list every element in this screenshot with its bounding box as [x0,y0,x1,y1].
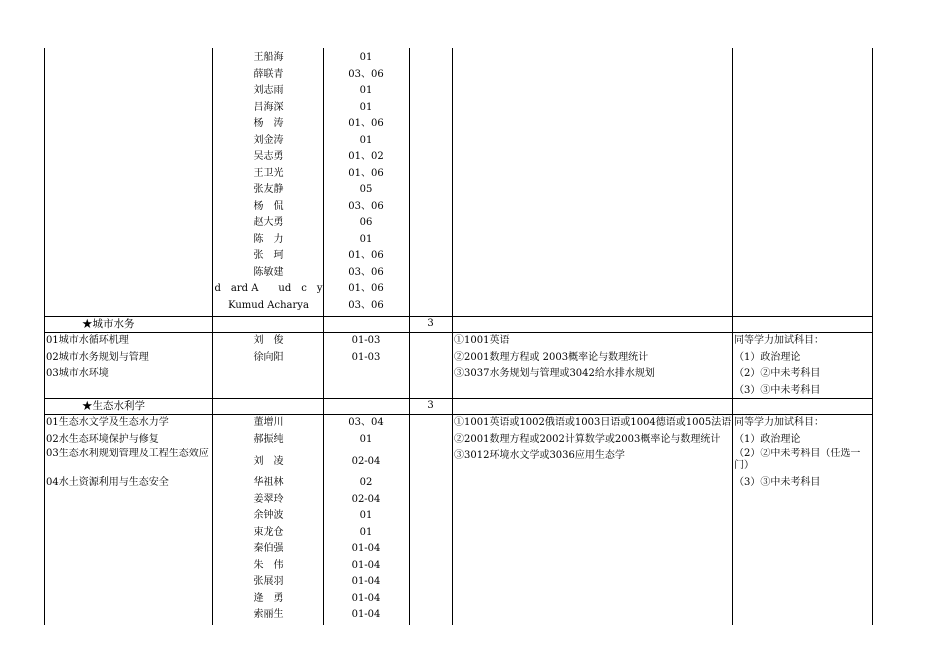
faculty-name: 余钟波 [253,510,284,521]
faculty-name: 姜翠玲 [253,493,284,505]
table-row [44,232,873,249]
supplementary-exam-note: （1）政治理论 [734,351,801,363]
direction-codes: 01-03 [351,335,381,346]
enrollment-count: 3 [427,400,434,411]
faculty-name: 郝振纯 [253,433,284,445]
supplementary-exam-note: （3）③中未考科目 [734,477,821,488]
direction-codes: 01、06 [348,118,384,129]
direction-codes: 03、06 [348,299,384,311]
direction-codes: 01 [359,233,373,245]
section-title: ★城市水务 [82,318,135,330]
research-direction: 03城市水环境 [46,368,109,379]
exam-subjects [454,574,732,591]
faculty-name: 华祖林 [253,477,284,488]
supplementary-exam-note: （2）②中未考科目（任选一门） [734,448,861,471]
direction-codes: 01-04 [351,559,381,571]
table-row [44,215,873,232]
research-direction: 02水生态环境保护与修复 [46,433,159,445]
exam-subjects: ③3037水务规划与管理或3042给水排水规划 [454,368,655,379]
table-row [44,591,873,608]
supplementary-exam-note [734,541,871,558]
supplementary-exam-note: （1）政治理论 [734,433,801,445]
direction-codes: 01 [359,526,373,538]
faculty-name: 刘志雨 [253,85,284,96]
faculty-name: 吴志勇 [253,151,284,162]
direction-codes [323,366,409,383]
table-row [44,415,873,432]
section-title: ★生态水利学 [82,400,145,412]
faculty-name: 王卫光 [253,167,284,179]
supplementary-exam-note: 同等学力加试科目： [734,417,824,428]
section-header-row [44,398,873,415]
supplementary-exam-note [734,558,871,575]
faculty-name: 张 珂 [253,250,284,261]
direction-codes: 03、04 [348,417,384,428]
exam-subjects [454,508,732,525]
table-row [44,508,873,525]
faculty-name: 董增川 [253,417,284,428]
faculty-name: 束龙仓 [253,526,284,538]
research-direction: 01生态水文学及生态水力学 [46,417,169,428]
table-row [44,67,873,84]
supplementary-exam-note [734,492,871,509]
table-row [44,475,873,492]
direction-codes: 01 [359,510,373,521]
table-row [44,50,873,67]
direction-codes: 03、06 [348,200,384,212]
table-row [44,182,873,199]
faculty-name [214,383,323,400]
table-row [44,432,873,449]
faculty-name: 陈敏建 [253,266,284,278]
direction-codes: 01 [359,85,373,96]
faculty-name: 赵大勇 [253,217,284,228]
research-direction: 02城市水务规划与管理 [46,351,149,363]
table-row [44,333,873,350]
exam-subjects [454,475,732,492]
faculty-name: 朱 伟 [253,559,284,571]
faculty-name: 杨 侃 [253,200,284,212]
direction-codes: 01-04 [351,592,381,604]
direction-codes: 01-04 [351,543,381,554]
table-row [44,607,873,624]
admissions-table [44,48,873,625]
exam-subjects [454,492,732,509]
research-direction [46,607,211,624]
exam-subjects [454,607,732,624]
supplementary-exam-note [734,525,871,542]
table-row [44,149,873,166]
faculty-name: Kumud Acharya [228,299,309,311]
table-row [44,199,873,216]
research-direction [46,591,211,608]
exam-subjects: ③3012环境水文学或3036应用生态学 [454,450,625,461]
direction-codes: 01、06 [348,250,384,261]
direction-codes: 01-03 [351,351,381,363]
faculty-name: 索丽生 [253,609,284,620]
research-direction [46,508,211,525]
faculty-name [214,366,323,383]
direction-codes: 01-04 [351,576,381,587]
table-row [44,166,873,183]
table-row [44,383,873,400]
direction-codes: 01 [359,52,373,63]
table-row [44,248,873,265]
faculty-name: d ard A ud c y [214,283,323,294]
table-row [44,574,873,591]
supplementary-exam-note [734,508,871,525]
supplementary-exam-note [734,607,871,624]
direction-codes: 01-04 [351,609,381,620]
exam-subjects [454,591,732,608]
table-row [44,298,873,315]
exam-subjects [454,541,732,558]
research-direction [46,383,211,400]
table-row [44,116,873,133]
direction-codes: 01 [359,433,373,445]
table-row [44,558,873,575]
faculty-name: 刘 凌 [253,456,284,467]
faculty-name: 薛联青 [253,68,284,80]
table-row [44,448,873,475]
research-direction [46,492,211,509]
table-row [44,133,873,150]
research-direction: 01城市水循环机理 [46,335,129,346]
supplementary-exam-note [734,574,871,591]
table-row [44,350,873,367]
exam-subjects: ②2001数理方程或 2003概率论与数理统计 [454,351,649,363]
research-direction [46,558,211,575]
supplementary-exam-note [734,591,871,608]
exam-subjects: ②2001数理方程或2002计算数学或2003概率论与数理统计 [454,433,721,445]
research-direction: 04水土资源利用与生态安全 [46,477,169,488]
supplementary-exam-note: （3）③中未考科目 [734,384,821,396]
exam-subjects: ①1001英语 [454,335,510,346]
direction-codes: 01、06 [348,167,384,179]
table-row [44,366,873,383]
research-direction [46,541,211,558]
research-direction: 03生态水利规划管理及工程生态效应 [46,448,209,459]
faculty-name: 逄 勇 [253,592,284,604]
direction-codes: 01、06 [348,283,384,294]
direction-codes: 01、02 [348,151,384,162]
direction-codes: 02-04 [351,493,381,505]
direction-codes: 02 [359,477,373,488]
direction-codes: 06 [359,217,373,228]
direction-codes: 01 [359,101,373,113]
exam-subjects [454,383,732,400]
supplementary-exam-note: （2）②中未考科目 [734,368,821,379]
faculty-name: 王船海 [253,52,284,63]
table-row [44,83,873,100]
faculty-name: 秦伯强 [253,543,284,554]
direction-codes: 05 [359,184,373,195]
research-direction [46,574,211,591]
faculty-name: 吕海深 [253,101,284,113]
faculty-name: 张友静 [253,184,284,195]
faculty-name: 陈 力 [253,233,284,245]
table-row [44,281,873,298]
enrollment-count: 3 [427,318,434,329]
table-row [44,265,873,282]
faculty-name: 刘 俊 [253,335,284,346]
direction-codes: 02-04 [351,456,381,467]
exam-subjects: ①1001英语或1002俄语或1003日语或1004德语或1005法语 [454,417,732,428]
direction-codes: 03、06 [348,68,384,80]
table-row [44,541,873,558]
faculty-name: 杨 涛 [253,118,284,129]
faculty-name: 徐向阳 [253,351,284,363]
direction-codes: 01 [359,134,373,146]
exam-subjects [454,525,732,542]
faculty-name: 刘金涛 [253,134,284,146]
table-row [44,525,873,542]
table-row [44,100,873,117]
direction-codes: 03、06 [348,266,384,278]
faculty-name: 张展羽 [253,576,284,587]
section-header-row [44,316,873,333]
research-direction [46,525,211,542]
exam-subjects [454,558,732,575]
table-row [44,492,873,509]
supplementary-exam-note: 同等学力加试科目： [734,335,824,346]
direction-codes [323,383,409,400]
